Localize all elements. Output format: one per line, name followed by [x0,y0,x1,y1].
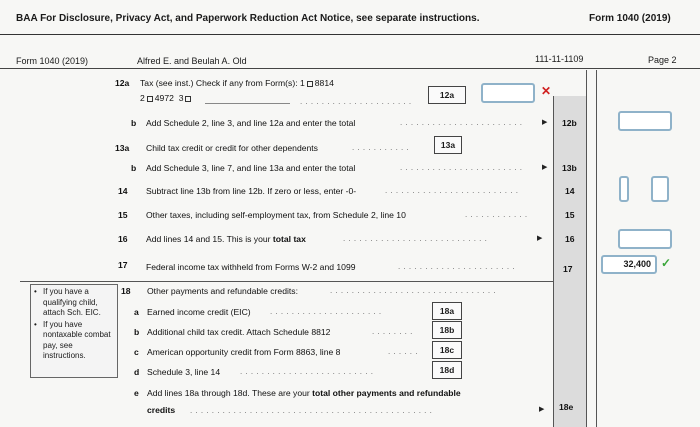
line-12b-input[interactable] [618,111,672,131]
line-12a-label: Tax (see inst.) Check if any from Form(s): 1 8814 [140,78,334,88]
notice-banner: BAA For Disclosure, Privacy Act, and Paperwork Reduction Act Notice, see separate instructions. [16,13,480,24]
incorrect-x-icon: ✕ [541,84,552,98]
line-16-label: Add lines 14 and 15. This is your total tax [146,234,306,244]
line-12a-code: 12a [428,86,466,104]
arrow-icon: ▶ [539,406,545,413]
form-page: BAA For Disclosure, Privacy Act, and Paperwork Reduction Act Notice, see separate instructions. Form 1040 (2019) Form 1040 (2019) Alfred E. and Beulah A. Old 111-11-1109 Page 2 12a Tax (see inst.) Check if any from Form(s): 1 8814 2 4972 3 . . . . . . . . . . . . . . . . . . . . . 12a ✕ b Add Schedule 2, line 3, and line 12a and enter the total . . . . . . . . . . . . . . . . . . . . . . . ▶ 12b 13a Child tax credit or credit for other dependents . . . . . . . . . . . 13a b Add Schedule 3, line 7, and line 13a and enter the total . . . . . . . . . . . . . . . . . . . . . . . ▶ 13b 14 Subtract line 13b from line 12b. If zero or less, enter -0- . . . . . . . . . . . . . . . . . . . . . . . . . 14 15 Other taxes, including self-employment tax, from Schedule 2, line 10 . . . . . . . . . . . . 15 16 Add lines 14 and 15. This is your total tax . . . . . . . . . . . . . . . . . . . . . . . . . . . ▶ 16 17 Federal income tax withheld from Forms W-2 and 1099 . . . . . . . . . . . . . . . . . . . . . . 17 32,400 ✓ • If you have a qualifying child, attach Sch. EIC. • If you have nontaxable combat pay, see instructions. 18 Other payments and refundable credits: . . . . . . . . . . . . . . . . . . . . . . . . . . . . . . . a Earned income credit (EIC) . . . . . . . . . . . . . . . . . . . . . 18a b Additional child tax credit. Attach Schedule 8812 . . . . . . . . 18b c American opportunity credit from Form 8863, line 8 . . . . . . 18c d Schedule 3, line 14 . . . . . . . . . . . . . . . . . . . . . . . . . 18d e Add lines 18a through 18d. These are your total other payments and refundable credits . . . . . . . . . . . . . . . . . . . . . . . . . . . . . . . . . . . . . . . . . . . . . ▶ 18e [0,0,700,427]
line-12a-options: 2 4972 3 [140,93,193,103]
line-17-label: Federal income tax withheld from Forms W-2 and 1099 [146,262,356,272]
instructions-note: • If you have a qualifying child, attach Sch. EIC. • If you have nontaxable combat pay, see instructions. [30,284,118,378]
line-13a-label: Child tax credit or credit for other dependents [146,143,318,153]
page-header-divider [0,68,700,69]
line-num-column [553,96,586,427]
line-15-label: Other taxes, including self-employment tax, from Schedule 2, line 10 [146,210,406,220]
correct-check-icon: ✓ [661,256,672,270]
form-id: Form 1040 (2019) [16,56,89,66]
form-8814-checkbox[interactable] [307,81,313,87]
arrow-icon: ▶ [537,235,543,242]
arrow-icon: ▶ [542,164,548,171]
other-form-checkbox[interactable] [185,96,191,102]
line-18b-label: Additional child tax credit. Attach Schedule 8812 [147,327,331,337]
line-16-input[interactable] [618,229,672,249]
page-number: Page 2 [648,55,677,65]
line-18a-label: Earned income credit (EIC) [147,307,251,317]
header-divider [0,34,700,35]
line-18d-code: 18d [432,361,462,379]
line-18b-code: 18b [432,321,462,339]
line-12a-num: 12a [115,78,130,88]
line-12b-label: Add Schedule 2, line 3, and line 12a and enter the total [146,118,356,128]
form-id-top: Form 1040 (2019) [589,13,671,24]
line-17-input[interactable]: 32,400 [601,255,657,274]
arrow-icon: ▶ [542,119,548,126]
taxpayer-names: Alfred E. and Beulah A. Old [137,56,247,66]
line-14-label: Subtract line 13b from line 12b. If zero or less, enter -0- [146,186,357,196]
line-13a-code: 13a [434,136,462,154]
line-18d-label: Schedule 3, line 14 [147,367,221,377]
other-form-field[interactable] [205,103,290,104]
line-12a-input[interactable] [481,83,535,103]
line-18e-label: Add lines 18a through 18d. These are your total other payments and refundable [147,388,461,398]
line-18-label: Other payments and refundable credits: [147,286,298,296]
form-4972-checkbox[interactable] [147,96,153,102]
line-13b-label: Add Schedule 3, line 7, and line 13a and enter the total [146,163,356,173]
line-18a-code: 18a [432,302,462,320]
line-18c-label: American opportunity credit from Form 8863, line 8 [147,347,341,357]
ssn: 111-11-1109 [535,54,584,64]
line-13b-input[interactable] [619,176,629,202]
line-14-input[interactable] [651,176,669,202]
line-18c-code: 18c [432,341,462,359]
